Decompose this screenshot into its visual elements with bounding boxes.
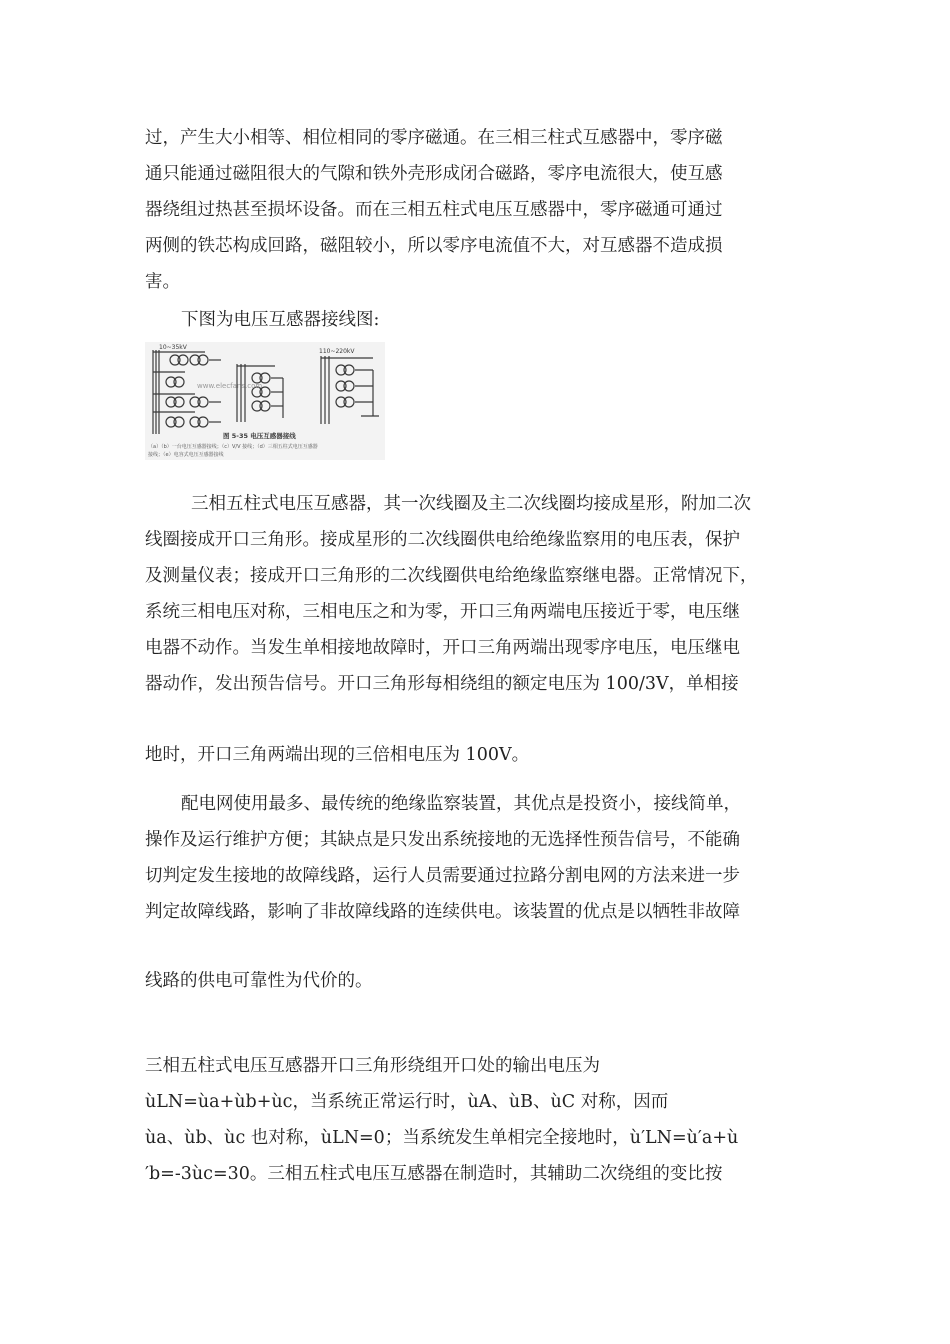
figure-watermark: www.elecfans.com bbox=[197, 382, 263, 390]
text-line: ′b=-3ùc=30。三相五柱式电压互感器在制造时，其辅助二次绕组的变比按 bbox=[145, 1164, 723, 1184]
text-line: 电器不动作。当发生单相接地故障时，开口三角两端出现零序电压，电压继电 bbox=[145, 638, 740, 658]
text-line: 判定故障线路，影响了非故障线路的连续供电。该装置的优点是以牺牲非故障 bbox=[145, 902, 740, 922]
text-line: 两侧的铁芯构成回路，磁阻较小，所以零序电流值不大，对互感器不造成损 bbox=[145, 236, 723, 256]
text-line: 害。 bbox=[145, 272, 180, 292]
text-line: 通只能通过磁阻很大的气隙和铁外壳形成闭合磁路，零序电流很大，使互感 bbox=[145, 164, 723, 184]
text-line: ùa、ùb、ùc 也对称，ùLN=0；当系统发生单相完全接地时，ù′LN=ù′a+ù bbox=[145, 1128, 739, 1148]
text-line: 过，产生大小相等、相位相同的零序磁通。在三相三柱式互感器中，零序磁 bbox=[145, 128, 723, 148]
wiring-diagram-image bbox=[145, 342, 385, 460]
paragraph-insulation-monitoring bbox=[145, 786, 810, 930]
figure-note-1: （a）（b）一台电压互感器接线；（c）V/V 接线；（d）三相五柱式电压互感器 bbox=[148, 444, 318, 450]
text-line: 及测量仪表；接成开口三角形的二次线圈供电给绝缘监察继电器。正常情况下， bbox=[145, 566, 758, 586]
text-line: 三相五柱式电压互感器开口三角形绕组开口处的输出电压为 bbox=[145, 1056, 600, 1076]
figure-intro-text: 下图为电压互感器接线图: bbox=[181, 310, 380, 330]
text-line: 操作及运行维护方便；其缺点是只发出系统接地的无选择性预告信号，不能确 bbox=[145, 830, 740, 850]
paragraph-insulation-last-line bbox=[145, 963, 810, 999]
paragraph-five-column-last-line bbox=[145, 737, 810, 773]
figure-caption: 图 5-35 电压互感器接线 bbox=[223, 432, 296, 440]
paragraph-five-column-transformer bbox=[145, 486, 810, 702]
text-line: 地时，开口三角两端出现的三倍相电压为 100V。 bbox=[145, 745, 530, 765]
text-line: ùLN=ùa+ùb+ùc，当系统正常运行时，ùA、ùB、ùC 对称，因而 bbox=[145, 1092, 669, 1112]
paragraph-zero-sequence-flux bbox=[145, 120, 810, 300]
text-line: 切判定发生接地的故障线路，运行人员需要通过拉路分割电网的方法来进一步 bbox=[145, 866, 740, 886]
figure-voltage-label-2: 110~220kV bbox=[319, 348, 355, 355]
wiring-diagram-figure bbox=[145, 342, 385, 460]
text-line: 器动作，发出预告信号。开口三角形每相绕组的额定电压为 100/3V，单相接 bbox=[145, 674, 739, 694]
text-line: 线圈接成开口三角形。接成星形的二次线圈供电给绝缘监察用的电压表，保护 bbox=[145, 530, 740, 550]
figure-voltage-label-1: 10~35kV bbox=[159, 344, 187, 351]
text-line: 三相五柱式电压互感器，其一次线圈及主二次线圈均接成星形，附加二次 bbox=[191, 494, 751, 514]
paragraph-output-voltage bbox=[145, 1048, 810, 1192]
text-line: 线路的供电可靠性为代价的。 bbox=[145, 971, 373, 991]
figure-note-2: 接线；（e）电容式电压互感器接线 bbox=[148, 452, 224, 458]
paragraph-figure-intro bbox=[145, 302, 810, 338]
text-line: 配电网使用最多、最传统的绝缘监察装置，其优点是投资小，接线简单， bbox=[181, 794, 741, 814]
text-line: 系统三相电压对称，三相电压之和为零，开口三角两端电压接近于零，电压继 bbox=[145, 602, 740, 622]
text-line: 器绕组过热甚至损坏设备。而在三相五柱式电压互感器中，零序磁通可通过 bbox=[145, 200, 723, 220]
